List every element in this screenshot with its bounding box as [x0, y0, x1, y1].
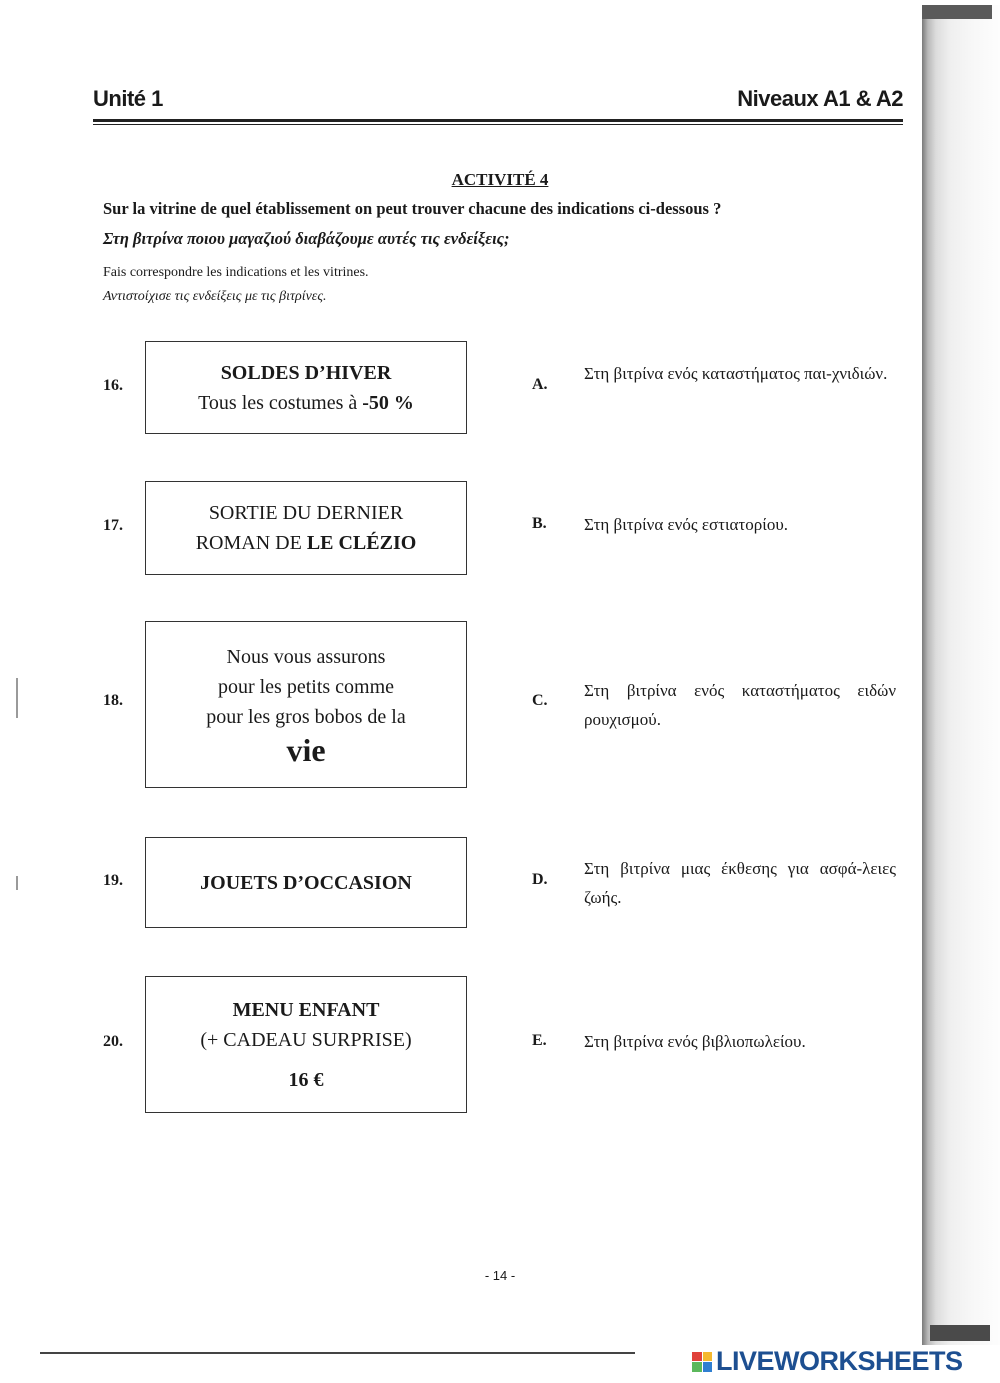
option-letter: A. — [532, 376, 548, 393]
levels-title: Niveaux A1 & A2 — [737, 86, 903, 111]
option-letter: E. — [532, 1032, 547, 1049]
sign-line: Nous vous assurons — [226, 645, 386, 668]
sign-line: MENU ENFANT — [232, 998, 380, 1021]
instruction-french: Fais correspondre les indications et les vitrines. — [103, 265, 369, 280]
question-greek: Στη βιτρίνα ποιου μαγαζιού διαβάζουμε αυτές τις ενδείξεις; — [103, 229, 510, 248]
header-rule-thin — [93, 124, 903, 125]
unit-title: Unité 1 — [93, 86, 163, 111]
option-text: Στη βιτρίνα ενός καταστήματος ειδών ρουχισμού. — [584, 681, 896, 729]
sign-box-18 — [145, 621, 467, 788]
sign-line: SORTIE DU DERNIER — [208, 502, 404, 524]
sign-line — [198, 388, 414, 418]
header-rule — [93, 119, 903, 122]
sign-line-large: vie — [286, 731, 326, 768]
option-letter: D. — [532, 871, 548, 888]
item-number: 19. — [103, 872, 123, 889]
brand-name: LIVEWORKSHEETS — [716, 1346, 963, 1376]
sign-line: (+ CADEAU SURPRISE) — [200, 1028, 412, 1051]
sign-line: pour les gros bobos de la — [206, 705, 406, 728]
logo-square — [692, 1352, 702, 1362]
sign-box-16 — [145, 341, 467, 434]
option-text: Στη βιτρίνα μιας έκθεσης για ασφά-λειες ζωής. — [584, 859, 896, 907]
sign-line — [196, 528, 417, 558]
sign-text: Tous les costumes à — [198, 391, 363, 414]
option-letter: B. — [532, 515, 547, 532]
scan-speck — [16, 678, 18, 718]
item-number: 16. — [103, 377, 123, 394]
sign-box-20 — [145, 976, 467, 1113]
footer-rule — [40, 1352, 635, 1354]
option-text: Στη βιτρίνα ενός καταστήματος παι-χνιδιών. — [584, 364, 888, 383]
option-letter: C. — [532, 692, 548, 709]
scan-binding-top — [922, 5, 992, 19]
sign-box-19 — [145, 837, 467, 928]
sign-box-17 — [145, 481, 467, 575]
item-number: 18. — [103, 692, 123, 709]
sign-text-bold: LE CLÉZIO — [306, 532, 417, 554]
sign-text-bold: -50 % — [362, 391, 414, 414]
liveworksheets-icon — [692, 1352, 712, 1372]
sign-price: 16 € — [288, 1068, 324, 1091]
option-text: Στη βιτρίνα ενός βιβλιοπωλείου. — [584, 1032, 806, 1051]
scan-binding-edge — [922, 5, 1000, 1345]
item-number: 17. — [103, 517, 123, 534]
scan-speck — [16, 876, 18, 890]
page-number: - 14 - — [484, 1268, 516, 1283]
scan-binding-bottom — [930, 1325, 990, 1341]
sign-line: SOLDES D’HIVER — [220, 361, 392, 384]
instruction-greek: Αντιστοίχισε τις ενδείξεις με τις βιτρίνες. — [103, 289, 327, 304]
sign-text: ROMAN DE — [195, 532, 307, 554]
liveworksheets-logo — [692, 1346, 963, 1377]
logo-square — [692, 1362, 702, 1372]
question-french: Sur la vitrine de quel établissement on peut trouver chacune des indications ci-dessous ? — [103, 199, 722, 218]
logo-square — [703, 1352, 713, 1362]
sign-line: JOUETS D’OCCASION — [200, 871, 412, 894]
option-text: Στη βιτρίνα ενός εστιατορίου. — [584, 515, 788, 534]
sign-line: pour les petits comme — [217, 675, 395, 698]
item-number: 20. — [103, 1033, 123, 1050]
logo-square — [703, 1362, 713, 1372]
activity-title: ACTIVITÉ 4 — [451, 170, 549, 189]
